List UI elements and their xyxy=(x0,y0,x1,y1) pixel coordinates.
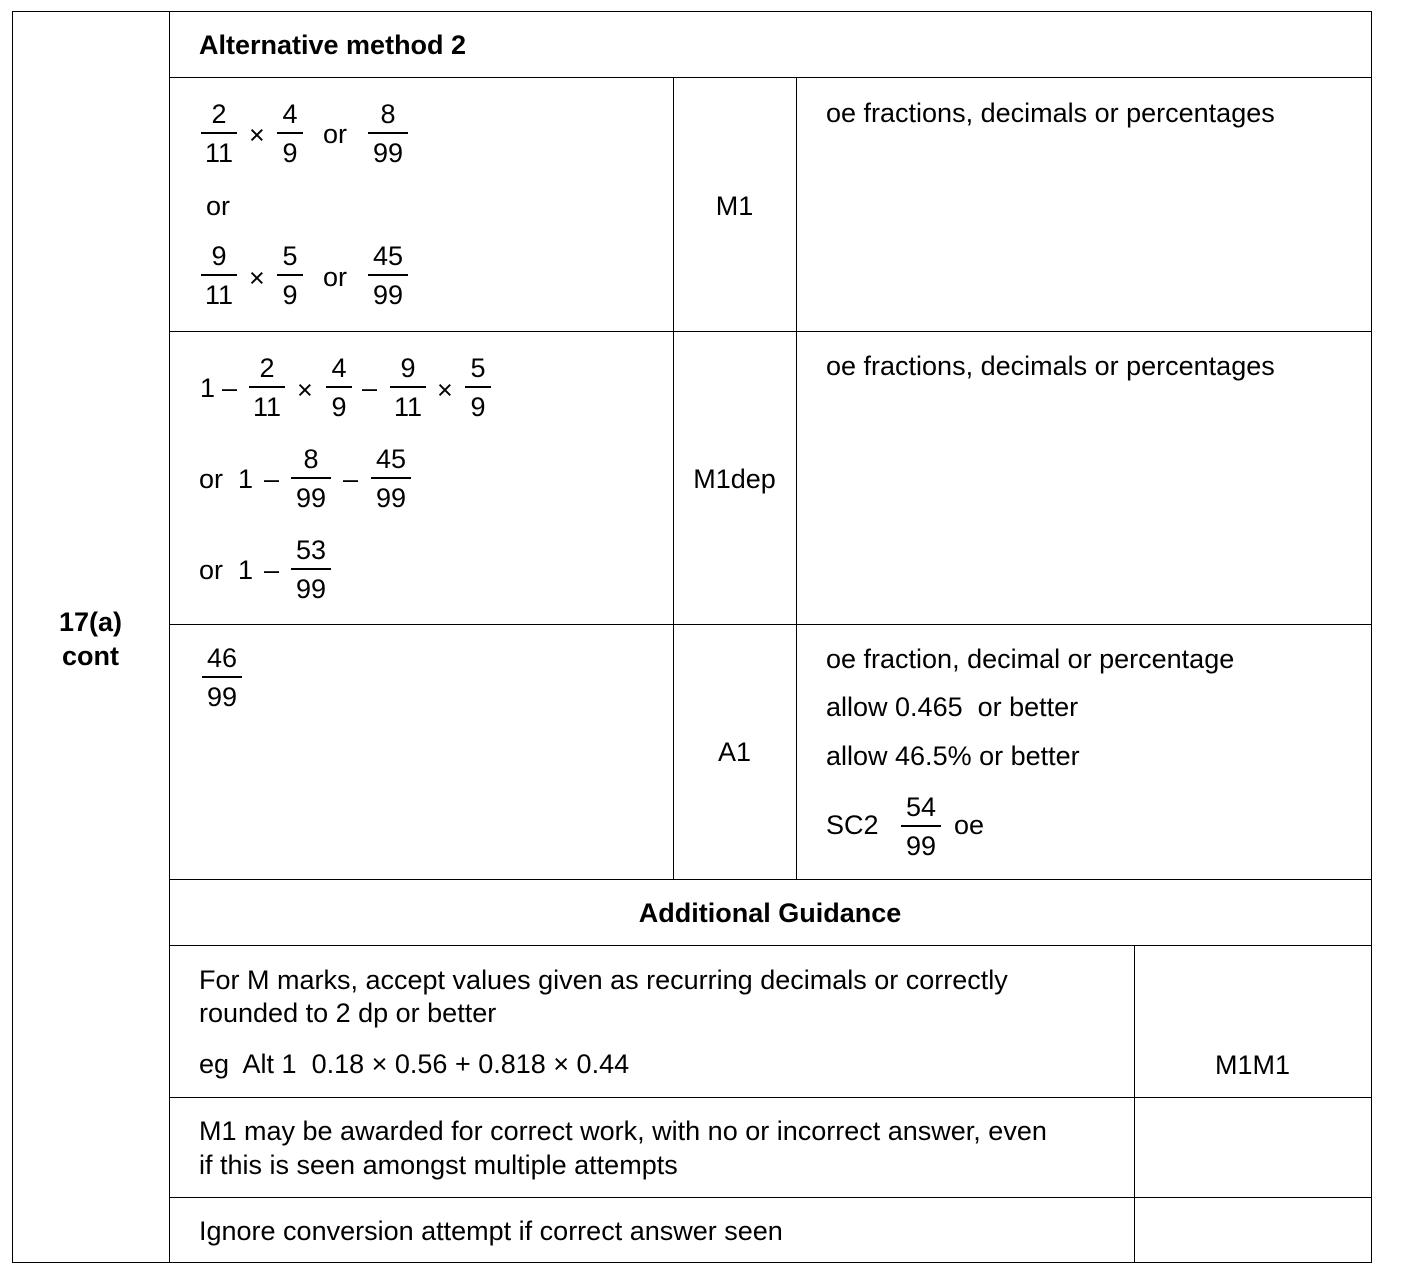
question-number: 17(a) xyxy=(58,607,123,637)
numerator: 8 xyxy=(380,99,396,129)
row3-mark: A1 xyxy=(717,737,752,767)
denominator: 99 xyxy=(372,138,404,168)
numerator: 2 xyxy=(259,353,275,383)
numerator: 4 xyxy=(331,353,347,383)
numerator: 53 xyxy=(295,535,327,565)
denominator: 99 xyxy=(905,831,937,861)
row3-comment: allow 46.5% or better xyxy=(826,741,1080,771)
fraction xyxy=(277,241,303,310)
question-cont-label: cont xyxy=(62,641,119,671)
fraction xyxy=(368,99,408,168)
denominator: 11 xyxy=(393,392,423,422)
times-sign: × xyxy=(297,375,313,405)
guidance-text: For M marks, accept values given as recurring decimals or correctly xyxy=(199,965,1008,995)
fraction xyxy=(465,353,491,422)
minus-sign: – xyxy=(362,373,378,403)
guidance-text: M1 may be awarded for correct work, with no or incorrect answer, even xyxy=(199,1116,1047,1146)
guidance-text: Ignore conversion attempt if correct answer seen xyxy=(199,1216,783,1246)
denominator: 99 xyxy=(295,574,327,604)
or-text: or xyxy=(323,262,348,292)
special-case-label: SC2 xyxy=(826,810,879,840)
fraction xyxy=(291,444,331,513)
denominator: 11 xyxy=(204,138,234,168)
row2-comment: oe fractions, decimals or percentages xyxy=(826,351,1275,381)
or-text: or xyxy=(206,191,231,221)
row3-comment: oe fraction, decimal or percentage xyxy=(826,644,1235,674)
answer-fraction xyxy=(202,643,242,712)
special-case-suffix: oe xyxy=(954,810,985,840)
or-one-text: or 1 xyxy=(199,555,254,585)
times-sign: × xyxy=(249,120,265,150)
times-sign: × xyxy=(437,375,453,405)
numerator: 2 xyxy=(211,99,227,129)
fraction xyxy=(249,353,285,422)
numerator: 54 xyxy=(905,792,937,822)
numerator: 5 xyxy=(282,241,298,271)
numerator: 45 xyxy=(375,444,407,474)
fraction xyxy=(368,241,408,310)
row2-mark: M1dep xyxy=(693,464,776,494)
numerator: 4 xyxy=(282,99,298,129)
fraction xyxy=(326,353,352,422)
fraction xyxy=(371,444,411,513)
numerator: 5 xyxy=(470,353,486,383)
denominator: 11 xyxy=(204,280,234,310)
fraction xyxy=(277,99,303,168)
numerator: 9 xyxy=(400,353,416,383)
minus-sign: – xyxy=(264,555,280,585)
or-one-text: or 1 xyxy=(199,464,254,494)
denominator: 99 xyxy=(206,682,238,712)
minus-sign: – xyxy=(264,464,280,494)
minus-sign: – xyxy=(222,373,238,403)
guidance-text: rounded to 2 dp or better xyxy=(199,998,497,1028)
fraction xyxy=(201,241,237,310)
numerator: 9 xyxy=(211,241,227,271)
fraction xyxy=(390,353,426,422)
guidance-example: eg Alt 1 0.18 × 0.56 + 0.818 × 0.44 xyxy=(199,1049,630,1079)
denominator: 99 xyxy=(295,483,327,513)
guidance-title: Additional Guidance xyxy=(638,898,902,928)
numerator: 45 xyxy=(372,241,404,271)
denominator: 9 xyxy=(282,280,298,310)
fraction xyxy=(291,535,331,604)
row1-comment: oe fractions, decimals or percentages xyxy=(826,98,1275,128)
denominator: 9 xyxy=(331,392,347,422)
denominator: 99 xyxy=(375,483,407,513)
fraction xyxy=(201,99,237,168)
minus-sign: – xyxy=(343,464,359,494)
denominator: 99 xyxy=(372,280,404,310)
special-case-fraction xyxy=(901,792,941,861)
denominator: 11 xyxy=(252,392,282,422)
guidance-mark: M1M1 xyxy=(1214,1050,1290,1080)
guidance-text: if this is seen amongst multiple attempts xyxy=(199,1150,678,1180)
alt-method-title: Alternative method 2 xyxy=(199,30,467,60)
denominator: 9 xyxy=(470,392,486,422)
row1-mark: M1 xyxy=(715,191,754,221)
numerator: 46 xyxy=(206,643,238,673)
one-text: 1 xyxy=(200,373,216,403)
numerator: 8 xyxy=(303,444,319,474)
times-sign: × xyxy=(249,263,265,293)
row3-comment: allow 0.465 or better xyxy=(826,692,1079,722)
denominator: 9 xyxy=(282,138,298,168)
or-text: or xyxy=(323,119,348,149)
